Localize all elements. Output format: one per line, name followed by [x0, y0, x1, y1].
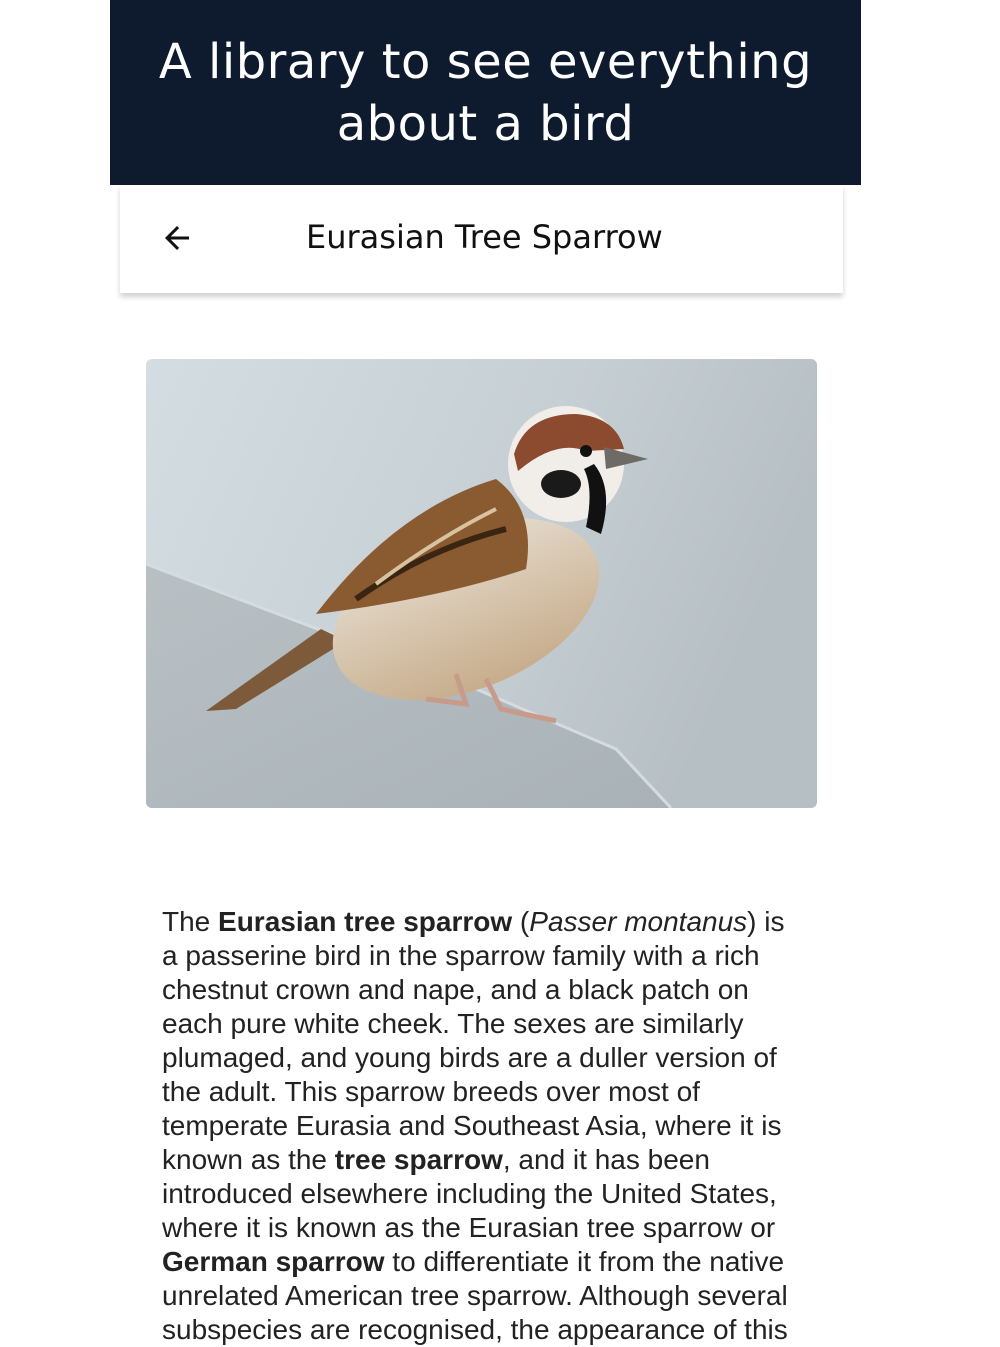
description-bold-name: Eurasian tree sparrow	[218, 906, 513, 937]
description-scientific-name: Passer montanus	[529, 906, 748, 937]
bird-description	[162, 905, 802, 1347]
description-text: , and it has been introduced elsewhere including the United States, where it is known as the Eurasian tree sparrow or	[162, 1144, 777, 1243]
description-text: (	[512, 906, 530, 937]
arrow-left-icon	[159, 220, 195, 256]
banner-title: A library to see everything about a bird	[158, 33, 813, 152]
description-text: ) is a passerine bird in the sparrow family with a rich chestnut crown and nape, and a black patch on each pure white cheek. The sexes are similarly plumaged, and young birds are a duller version of the adult. This sparrow breeds over most of temperate Eurasia and Southeast Asia, where it is known as the	[162, 906, 785, 1175]
back-button[interactable]	[156, 217, 198, 259]
description-text: to differentiate it from the native unrelated American tree sparrow. Although several subspecies are recognised, the appearance of this	[162, 1246, 788, 1345]
bird-photo	[146, 359, 817, 808]
app-bar	[120, 185, 843, 293]
description-text: The	[162, 906, 219, 937]
description-bold-german-sparrow: German sparrow	[162, 1246, 385, 1277]
banner	[110, 0, 861, 185]
page-title: Eurasian Tree Sparrow	[306, 218, 663, 256]
description-bold-tree-sparrow: tree sparrow	[334, 1144, 503, 1175]
